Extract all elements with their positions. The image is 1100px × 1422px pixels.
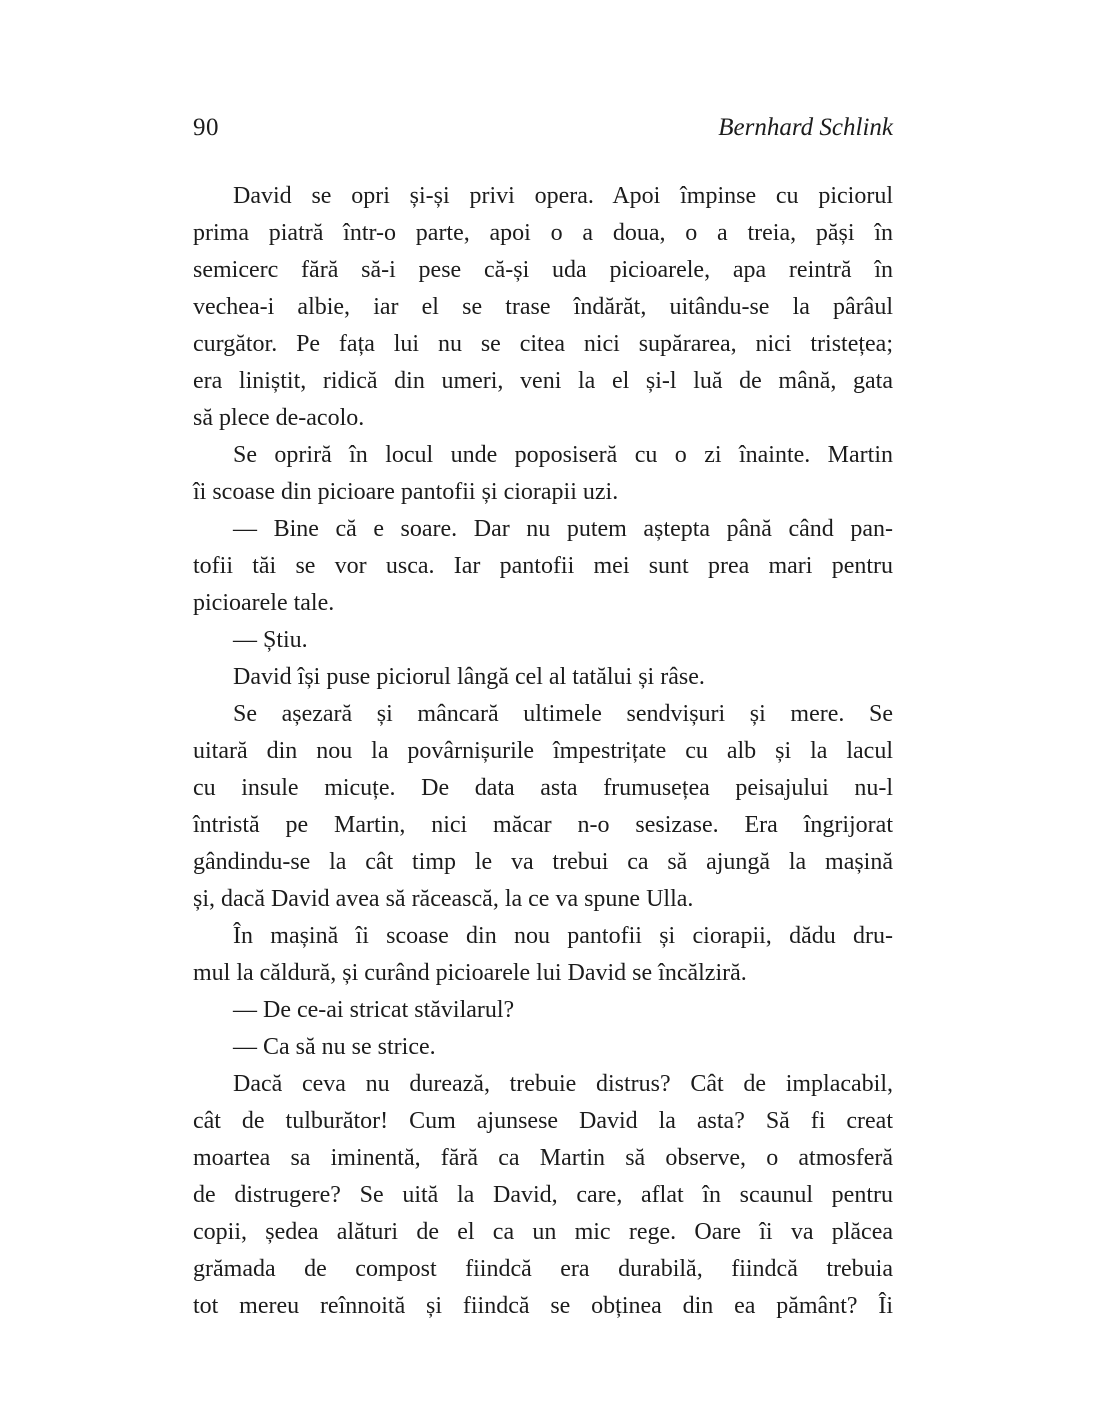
page-number: 90 bbox=[193, 114, 219, 141]
text-line: semicerc fără să-i pese că-și uda picioarele, apa reintră în bbox=[193, 257, 893, 283]
text-line: cât de tulburător! Cum ajunsese David la asta? Să fi creat bbox=[193, 1108, 893, 1134]
text-line: întristă pe Martin, nici măcar n-o sesizase. Era îngrijorat bbox=[193, 812, 893, 838]
text-line: să plece de-acolo. bbox=[193, 405, 365, 431]
text-line: cu insule micuțe. De data asta frumusețea peisajului nu-l bbox=[193, 775, 893, 801]
text-line: tot mereu reînnoită și fiindcă se obținea din ea pământ? Îi bbox=[193, 1293, 893, 1319]
text-line: copii, ședea alături de el ca un mic rege. Oare îi va plăcea bbox=[193, 1219, 893, 1245]
text-line: prima piatră într-o parte, apoi o a doua, o a treia, păși în bbox=[193, 220, 893, 246]
text-line: vechea-i albie, iar el se trase îndărăt, uitându-se la pârâul bbox=[193, 294, 893, 320]
text-line: curgător. Pe fața lui nu se citea nici supărarea, nici tristețea; bbox=[193, 331, 893, 357]
text-line: — Ca să nu se strice. bbox=[233, 1034, 436, 1060]
text-line: de distrugere? Se uită la David, care, aflat în scaunul pentru bbox=[193, 1182, 893, 1208]
text-line: îi scoase din picioare pantofii și ciorapii uzi. bbox=[193, 479, 619, 505]
text-line: — Știu. bbox=[233, 627, 308, 653]
running-header bbox=[193, 114, 893, 142]
text-line: și, dacă David avea să răcească, la ce va spune Ulla. bbox=[193, 886, 694, 912]
text-line: gândindu-se la cât timp le va trebui ca să ajungă la mașină bbox=[193, 849, 893, 875]
text-line: grămada de compost fiindcă era durabilă, fiindcă trebuia bbox=[193, 1256, 893, 1282]
text-line: David se opri și-și privi opera. Apoi împinse cu piciorul bbox=[233, 183, 893, 209]
text-line: Se așezară și mâncară ultimele sendvișuri și mere. Se bbox=[233, 701, 893, 727]
text-line: picioarele tale. bbox=[193, 590, 335, 616]
running-header-author: Bernhard Schlink bbox=[718, 114, 893, 141]
text-line: mul la căldură, și curând picioarele lui David se încălziră. bbox=[193, 960, 747, 986]
text-line: uitară din nou la povârnișurile împestrițate cu alb și la lacul bbox=[193, 738, 893, 764]
text-line: — Bine că e soare. Dar nu putem aștepta până când pan- bbox=[233, 516, 893, 542]
text-line: David își puse piciorul lângă cel al tatălui și râse. bbox=[233, 664, 705, 690]
text-line: În mașină îi scoase din nou pantofii și ciorapii, dădu dru- bbox=[233, 923, 893, 949]
text-line: moartea sa iminentă, fără ca Martin să observe, o atmosferă bbox=[193, 1145, 893, 1171]
text-line: — De ce-ai stricat stăvilarul? bbox=[233, 997, 515, 1023]
text-line: Se opriră în locul unde poposiseră cu o zi înainte. Martin bbox=[233, 442, 893, 468]
text-line: Dacă ceva nu durează, trebuie distrus? Cât de implacabil, bbox=[233, 1071, 893, 1097]
text-line: tofii tăi se vor usca. Iar pantofii mei sunt prea mari pentru bbox=[193, 553, 893, 579]
body-text bbox=[193, 178, 893, 1325]
text-line: era liniștit, ridică din umeri, veni la el și-l luă de mână, gata bbox=[193, 368, 893, 394]
